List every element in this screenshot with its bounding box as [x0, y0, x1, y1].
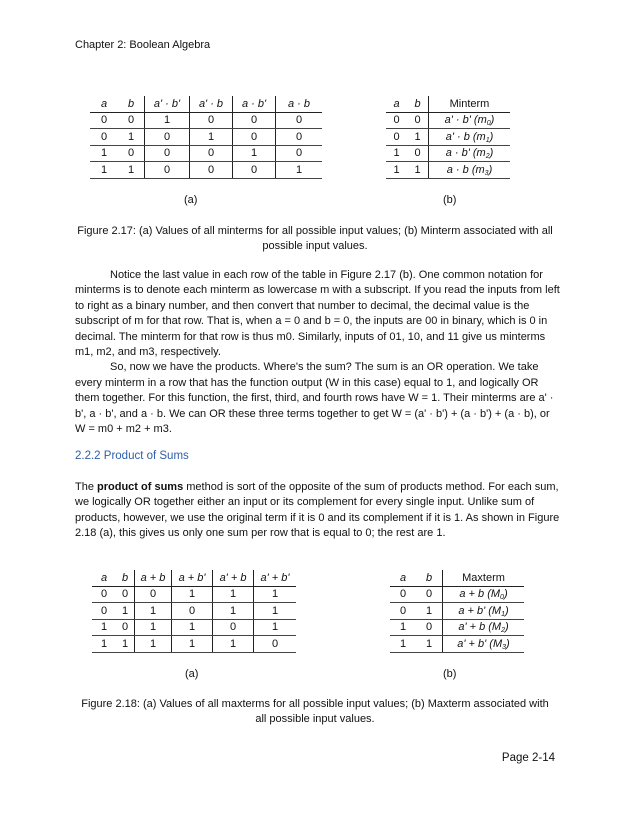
minterm-values-table	[90, 96, 322, 179]
col-header: a	[92, 570, 116, 586]
col-header: a' · b'	[145, 96, 190, 112]
cell: a + b' (M1)	[443, 603, 525, 620]
col-header: a + b	[135, 570, 172, 586]
paragraph: Notice the last value in each row of the table in Figure 2.17 (b). One common notation for minterms is to denote each minterm as lowercase m with a subscript. If you read the inputs from left to right as a binary number, and then convert that number to decimal, the decimal value is the subscript of m for that row. That is, when a = 0 and b = 0, the inputs are 00 in binary, which is 0 in decimal. The minterm for that row is thus m0. Similarly, inputs of 01, 10, and 11 give us minterms m1, m2, and m3, respectively.	[75, 269, 560, 359]
cell: 1	[254, 603, 297, 620]
col-header: b	[407, 96, 429, 112]
subfigure-label-a: (a)	[185, 668, 199, 680]
body-text	[75, 480, 560, 542]
cell: 0	[190, 112, 233, 129]
table-row	[92, 586, 296, 603]
table-row	[390, 636, 524, 653]
col-header: b	[118, 96, 145, 112]
cell: 1	[90, 145, 118, 162]
cell: 0	[118, 145, 145, 162]
table-row	[390, 586, 524, 603]
cell: 1	[116, 603, 135, 620]
subfigure-label-b: (b)	[443, 194, 457, 206]
table-row	[90, 112, 322, 129]
cell: 1	[233, 145, 276, 162]
table-row	[386, 129, 510, 146]
cell: 1	[135, 603, 172, 620]
cell: a · b (m3)	[429, 162, 511, 179]
cell: 1	[213, 603, 254, 620]
col-header: a · b'	[233, 96, 276, 112]
cell: 1	[90, 162, 118, 179]
cell: 0	[190, 145, 233, 162]
table-row	[92, 603, 296, 620]
subfigure-label-a: (a)	[184, 194, 198, 206]
cell: 0	[118, 112, 145, 129]
cell: 0	[116, 619, 135, 636]
cell: 1	[386, 162, 407, 179]
minterm-assoc-table	[386, 96, 510, 179]
cell: 1	[416, 636, 443, 653]
cell: 0	[276, 129, 323, 146]
cell: 1	[407, 129, 429, 146]
table-row	[90, 129, 322, 146]
cell: 1	[118, 162, 145, 179]
cell: 0	[90, 112, 118, 129]
table-row	[390, 603, 524, 620]
cell: 1	[213, 636, 254, 653]
cell: 1	[172, 586, 213, 603]
cell: 0	[90, 129, 118, 146]
cell: 0	[390, 586, 416, 603]
cell: a' · b' (m0)	[429, 112, 511, 129]
cell: 1	[92, 636, 116, 653]
cell: 0	[233, 162, 276, 179]
section-heading: 2.2.2 Product of Sums	[75, 450, 189, 462]
cell: 0	[172, 603, 213, 620]
table-row	[90, 145, 322, 162]
col-header: Minterm	[429, 96, 511, 112]
col-header: a + b'	[172, 570, 213, 586]
cell: 1	[116, 636, 135, 653]
cell: 1	[254, 586, 297, 603]
cell: 0	[213, 619, 254, 636]
cell: 1	[135, 619, 172, 636]
cell: a · b' (m2)	[429, 145, 511, 162]
table-row	[386, 145, 510, 162]
col-header: a	[90, 96, 118, 112]
cell: 0	[254, 636, 297, 653]
cell: 1	[172, 636, 213, 653]
table-row	[90, 162, 322, 179]
cell: 0	[386, 129, 407, 146]
cell: 1	[92, 619, 116, 636]
cell: 0	[416, 619, 443, 636]
cell: 1	[276, 162, 323, 179]
paragraph: The product of sums method is sort of the opposite of the sum of products method. For each sum, we logically OR together either an input or its complement for every single input. Unlike sum of products, however, we use the original term if it is 0 and its complement if it is 1. As shown in Figure 2.18 (a), this gives us only one sum per row that is equal to 0; the rest are 1.	[75, 481, 560, 540]
cell: 0	[276, 112, 323, 129]
cell: 0	[92, 586, 116, 603]
table-row	[390, 619, 524, 636]
cell: 1	[145, 112, 190, 129]
table-row	[92, 619, 296, 636]
col-header: b	[416, 570, 443, 586]
running-header: Chapter 2: Boolean Algebra	[75, 39, 211, 51]
cell: 1	[390, 636, 416, 653]
cell: 0	[116, 586, 135, 603]
cell: 0	[416, 586, 443, 603]
cell: 0	[276, 145, 323, 162]
cell: 0	[135, 586, 172, 603]
cell: a' · b (m1)	[429, 129, 511, 146]
body-text	[75, 268, 560, 437]
cell: 0	[233, 129, 276, 146]
cell: 0	[407, 145, 429, 162]
cell: a' + b' (M3)	[443, 636, 525, 653]
cell: 1	[386, 145, 407, 162]
cell: 1	[416, 603, 443, 620]
cell: a + b (M0)	[443, 586, 525, 603]
cell: 0	[407, 112, 429, 129]
figure-caption: Figure 2.17: (a) Values of all minterms for all possible input values; (b) Minterm associated with all possible input values.	[77, 225, 553, 252]
maxterm-values-table	[92, 570, 296, 653]
cell: 1	[254, 619, 297, 636]
cell: 1	[213, 586, 254, 603]
cell: 0	[190, 162, 233, 179]
cell: 1	[172, 619, 213, 636]
cell: 0	[390, 603, 416, 620]
cell: 0	[145, 145, 190, 162]
cell: 0	[386, 112, 407, 129]
col-header: a	[390, 570, 416, 586]
cell: 0	[145, 129, 190, 146]
paragraph: So, now we have the products. Where's the sum? The sum is an OR operation. We take every minterm in a row that has the function output (W in this case) equal to 1, and logically OR them together. For this function, the first, third, and fourth rows have W = 1. Their minterms are a' · b', a · b', and a · b. We can OR these three terms together to get W = (a' · b') + (a · b') + (a · b), or W = m0 + m2 + m3.	[75, 361, 554, 436]
col-header: a' + b'	[254, 570, 297, 586]
table-row	[386, 162, 510, 179]
cell: 1	[118, 129, 145, 146]
col-header: Maxterm	[443, 570, 525, 586]
figure-caption: Figure 2.18: (a) Values of all maxterms for all possible input values; (b) Maxterm associated with all possible input values.	[81, 698, 549, 725]
cell: 0	[92, 603, 116, 620]
page-number: Page 2-14	[501, 752, 555, 764]
cell: a' + b (M2)	[443, 619, 525, 636]
col-header: a' · b	[190, 96, 233, 112]
cell: 1	[390, 619, 416, 636]
col-header: a · b	[276, 96, 323, 112]
cell: 1	[190, 129, 233, 146]
table-row	[386, 112, 510, 129]
cell: 0	[145, 162, 190, 179]
cell: 1	[407, 162, 429, 179]
cell: 0	[233, 112, 276, 129]
cell: 1	[135, 636, 172, 653]
subfigure-label-b: (b)	[443, 668, 457, 680]
col-header: b	[116, 570, 135, 586]
table-row	[92, 636, 296, 653]
col-header: a	[386, 96, 407, 112]
col-header: a' + b	[213, 570, 254, 586]
maxterm-assoc-table	[390, 570, 524, 653]
